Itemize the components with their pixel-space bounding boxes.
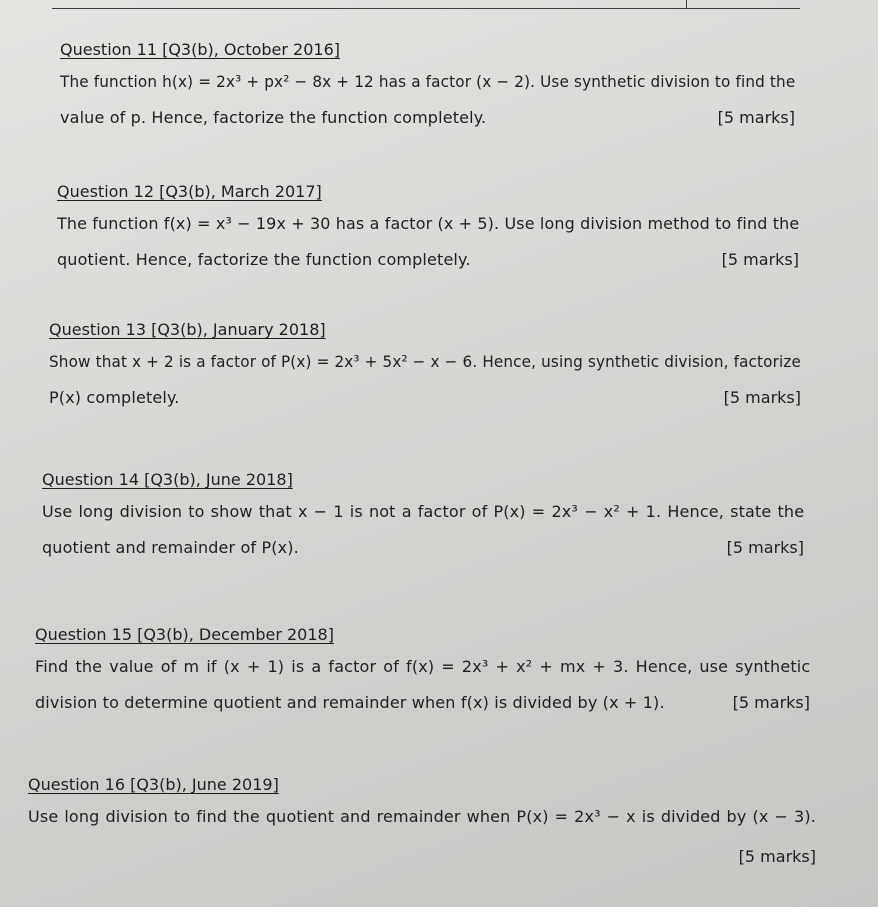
question-text-line: Use long division to show that x − 1 is not a factor of P(x) = 2x³ − x² + 1. Hence, state the [42,502,805,521]
marks-label: [5 marks] [717,108,795,127]
question-text-line: quotient. Hence, factorize the function completely. [57,250,471,269]
question-heading: Question 14 [Q3(b), June 2018] [42,470,293,489]
question-text-line: division to determine quotient and remainder when f(x) is divided by (x + 1). [35,693,665,712]
question-heading: Question 13 [Q3(b), January 2018] [49,320,326,339]
question-heading: Question 15 [Q3(b), December 2018] [35,625,334,644]
marks-label: [5 marks] [721,250,799,269]
question-heading: Question 16 [Q3(b), June 2019] [28,775,279,794]
question-heading: Question 12 [Q3(b), March 2017] [57,182,322,201]
question-text-line: The function f(x) = x³ − 19x + 30 has a factor (x + 5). Use long division method to find the [57,214,800,233]
top-border-line [52,8,800,9]
marks-label: [5 marks] [726,538,804,557]
question-text-line: Find the value of m if (x + 1) is a factor of f(x) = 2x³ + x² + mx + 3. Hence, use synthetic [35,657,811,676]
question-text-line: Use long division to find the quotient and remainder when P(x) = 2x³ − x is divided by (x − 3). [28,807,816,826]
question-text-line: P(x) completely. [49,388,180,407]
marks-label: [5 marks] [732,693,810,712]
top-border-tick [686,0,687,9]
marks-label: [5 marks] [738,847,816,866]
question-text-line: Show that x + 2 is a factor of P(x) = 2x³ + 5x² − x − 6. Hence, using synthetic division, factorize [49,352,801,371]
question-heading: Question 11 [Q3(b), October 2016] [60,40,340,59]
question-text-line: The function h(x) = 2x³ + px² − 8x + 12 has a factor (x − 2). Use synthetic division to find the [60,72,796,91]
question-text-line: value of p. Hence, factorize the function completely. [60,108,487,127]
marks-label: [5 marks] [723,388,801,407]
question-text-line: quotient and remainder of P(x). [42,538,299,557]
